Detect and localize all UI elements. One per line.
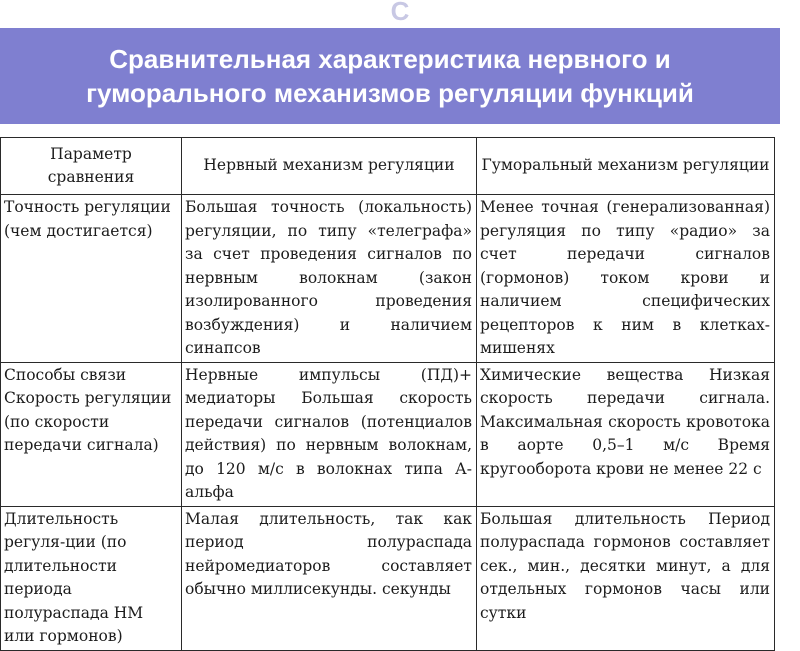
cell-nervous: Нервные импульсы (ПД)+ медиаторы Большая скорость передачи сигналов (потенциалов действия) по нервным волокнам, до 120 м/с в волокнах типа А-альфа [182, 362, 477, 506]
header-nervous: Нервный механизм регуляции [182, 138, 477, 195]
cell-nervous: Большая точность (локальность) регуляции, по типу «телеграфа» за счет проведения сигналов по нервным волокнам (закон изолированного проведения возбуждения) и наличием синапсов [182, 195, 477, 363]
table-row [1, 362, 775, 506]
table-row [1, 506, 775, 650]
table-header-row [1, 138, 775, 195]
table-row [1, 195, 775, 363]
comparison-table [0, 137, 775, 651]
slide-title: Сравнительная характеристика нервного и гуморального механизмов регуляции функций [86, 44, 694, 108]
title-banner [0, 28, 780, 124]
cell-humoral: Менее точная (генерализованная) регуляция по типу «радио» за счет передачи сигналов (гормонов) током крови и наличием специфических рецепторов к ним в клетках-мишенях [477, 195, 775, 363]
cell-humoral: Большая длительность Период полураспада гормонов составляет сек., мин., десятки минут, а для отдельных гормонов часы или сутки [477, 506, 775, 650]
cell-parameter: Длительность регуля-ции (по длительности периода полураспада НМ или гормонов) [1, 506, 182, 650]
cell-nervous: Малая длительность, так как период полураспада нейромедиаторов составляет обычно миллисекунды. секунды [182, 506, 477, 650]
cell-humoral: Химические вещества Низкая скорость передачи сигнала. Максимальная скорость кровотока в аорте 0,5–1 м/с Время кругооборота крови не менее 22 с [477, 362, 775, 506]
top-letter: С [390, 0, 410, 26]
cell-parameter: Способы связи Скорость регуляции (по скорости передачи сигнала) [1, 362, 182, 506]
header-parameter: Параметр сравнения [1, 138, 182, 195]
cell-parameter: Точность регуляции (чем достигается) [1, 195, 182, 363]
header-humoral: Гуморальный механизм регуляции [477, 138, 775, 195]
